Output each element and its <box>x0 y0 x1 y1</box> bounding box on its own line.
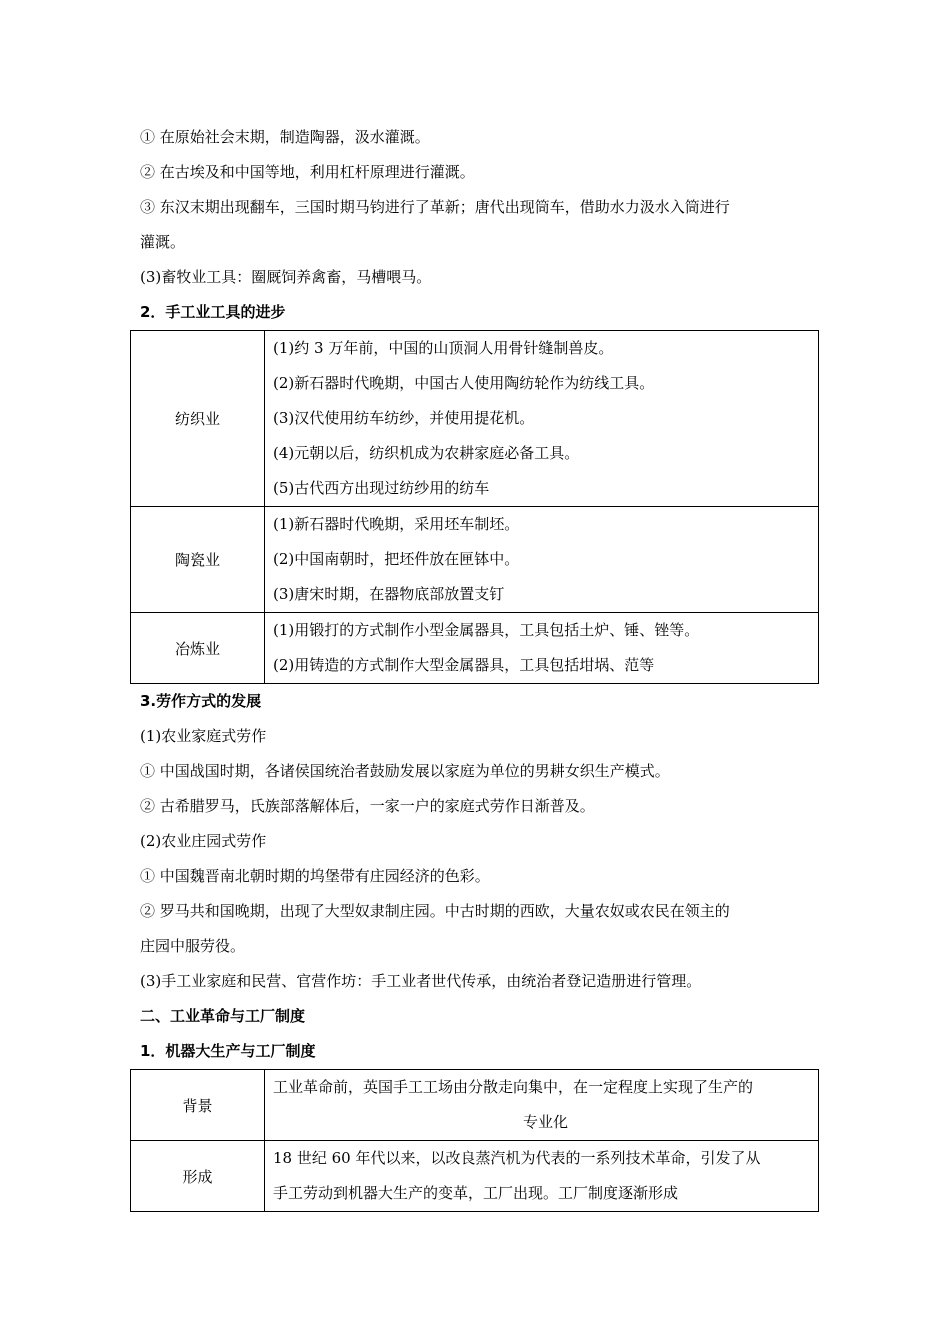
section-heading: 2．手工业工具的进步 <box>140 303 286 321</box>
table-row <box>131 1141 819 1212</box>
table-item: 工业革命前，英国手工工场由分散走向集中，在一定程度上实现了生产的 <box>273 1078 754 1096</box>
text-line: (3)手工业家庭和民营、官营作坊：手工业者世代传承，由统治者登记造册进行管理。 <box>140 972 702 990</box>
section-heading: 1．机器大生产与工厂制度 <box>140 1042 316 1060</box>
text-line: ② 古希腊罗马，氏族部落解体后，一家一户的家庭式劳作日渐普及。 <box>140 797 595 815</box>
part-heading: 二、工业革命与工厂制度 <box>140 1007 306 1025</box>
table-item: (2)新石器时代晚期，中国古人使用陶纺轮作为纺线工具。 <box>273 374 655 392</box>
text-line: 灌溉。 <box>140 233 186 251</box>
row-label: 冶炼业 <box>131 613 265 684</box>
document-page <box>140 120 820 1212</box>
table-item: (2)中国南朝时，把坯件放在匣钵中。 <box>273 550 520 568</box>
text-line: ① 中国魏晋南北朝时期的坞堡带有庄园经济的色彩。 <box>140 867 490 885</box>
table-row <box>131 613 819 684</box>
row-content <box>265 507 819 613</box>
table-row <box>131 507 819 613</box>
table-item: (3)汉代使用纺车纺纱，并使用提花机。 <box>273 409 535 427</box>
table-item: (1)用锻打的方式制作小型金属器具，工具包括土炉、锤、锉等。 <box>273 621 700 639</box>
row-content <box>265 331 819 507</box>
text-line: 庄园中服劳役。 <box>140 937 246 955</box>
row-label: 形成 <box>131 1141 265 1212</box>
table-item: 18 世纪 60 年代以来，以改良蒸汽机为代表的一系列技术革命，引发了从 <box>273 1149 761 1167</box>
table-item: (1)新石器时代晚期，采用坯车制坯。 <box>273 515 520 533</box>
text-line: ① 在原始社会末期，制造陶器，汲水灌溉。 <box>140 128 430 146</box>
row-label: 背景 <box>131 1070 265 1141</box>
table-item: 手工劳动到机器大生产的变革，工厂出现。工厂制度逐渐形成 <box>273 1184 679 1202</box>
row-content <box>265 1141 819 1212</box>
row-content <box>265 1070 819 1141</box>
text-line: ② 罗马共和国晚期，出现了大型奴隶制庄园。中古时期的西欧，大量农奴或农民在领主的 <box>140 902 730 920</box>
row-label: 纺织业 <box>131 331 265 507</box>
table-row <box>131 331 819 507</box>
row-content <box>265 613 819 684</box>
table-item: (2)用铸造的方式制作大型金属器具，工具包括坩埚、范等 <box>273 656 655 674</box>
text-line: ① 中国战国时期，各诸侯国统治者鼓励发展以家庭为单位的男耕女织生产模式。 <box>140 762 670 780</box>
table-row <box>131 1070 819 1141</box>
text-line: ③ 东汉末期出现翻车，三国时期马钧进行了革新；唐代出现筒车，借助水力汲水入筒进行 <box>140 198 730 216</box>
section-heading: 3.劳作方式的发展 <box>140 692 262 710</box>
handicraft-tools-table <box>130 330 819 684</box>
factory-system-table <box>130 1069 819 1212</box>
table-item: (5)古代西方出现过纺纱用的纺车 <box>273 479 490 497</box>
text-line: ② 在古埃及和中国等地，利用杠杆原理进行灌溉。 <box>140 163 475 181</box>
text-line: (1)农业家庭式劳作 <box>140 727 267 745</box>
table-item: (1)约 3 万年前，中国的山顶洞人用骨针缝制兽皮。 <box>273 339 614 357</box>
table-item: (4)元朝以后，纺织机成为农耕家庭必备工具。 <box>273 444 580 462</box>
row-label: 陶瓷业 <box>131 507 265 613</box>
table-item: 专业化 <box>522 1113 568 1131</box>
text-line: (2)农业庄园式劳作 <box>140 832 267 850</box>
table-item: (3)唐宋时期，在器物底部放置支钉 <box>273 585 505 603</box>
text-line: (3)畜牧业工具：圈厩饲养禽畜，马槽喂马。 <box>140 268 432 286</box>
